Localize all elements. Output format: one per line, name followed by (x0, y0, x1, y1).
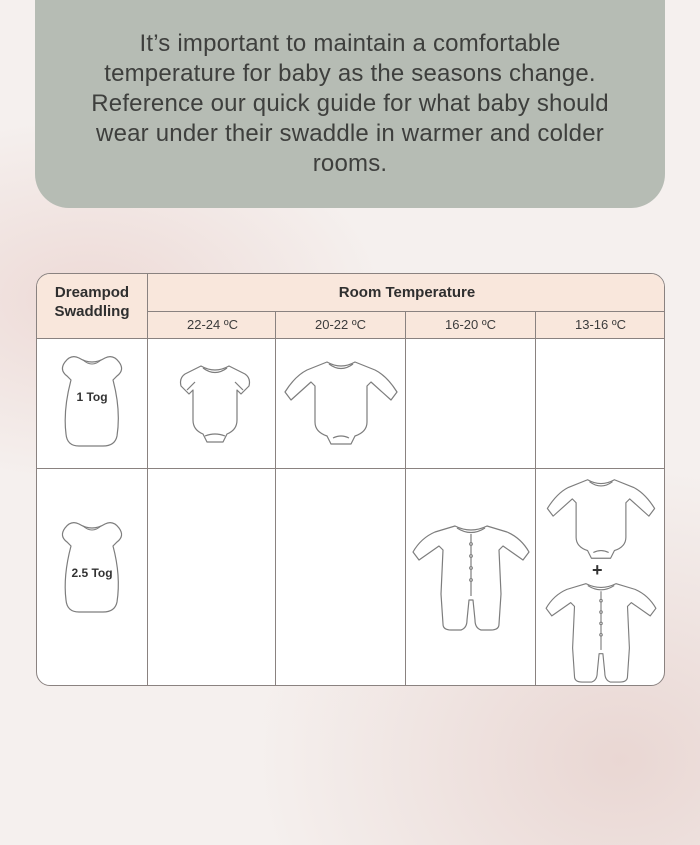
room-temperature-label: Room Temperature (338, 284, 476, 301)
long-sleeve-bodysuit-icon (279, 356, 403, 450)
footed-sleepsuit-icon (409, 520, 533, 632)
temp-column-1: 22-24 ºC (187, 317, 238, 332)
footed-sleepsuit-icon-layer (539, 578, 663, 684)
intro-banner (35, 0, 665, 208)
grid-line (535, 311, 536, 686)
swaddle-label-1-tog: 1 Tog (76, 390, 108, 404)
row-header-label: Dreampod Swaddling (54, 284, 130, 320)
grid-line (275, 311, 276, 686)
clothing-guide-table (36, 273, 665, 686)
long-sleeve-bodysuit-icon-layer (539, 474, 663, 564)
grid-line (147, 274, 148, 686)
grid-line (148, 311, 665, 312)
grid-line (37, 338, 665, 339)
temp-column-2: 20-22 ºC (315, 317, 366, 332)
plus-icon: + (592, 560, 603, 580)
short-sleeve-bodysuit-icon (175, 360, 255, 450)
temp-column-4: 13-16 ºC (575, 317, 626, 332)
temp-column-3: 16-20 ºC (445, 317, 496, 332)
grid-line (37, 468, 665, 469)
grid-line (405, 311, 406, 686)
swaddle-label-2-5-tog: 2.5 Tog (71, 566, 113, 580)
intro-text: It’s important to maintain a comfortable temperature for baby as the seasons change. Reference our quick guide for what baby should wear under their swaddle in warmer and colder rooms. (91, 30, 609, 177)
